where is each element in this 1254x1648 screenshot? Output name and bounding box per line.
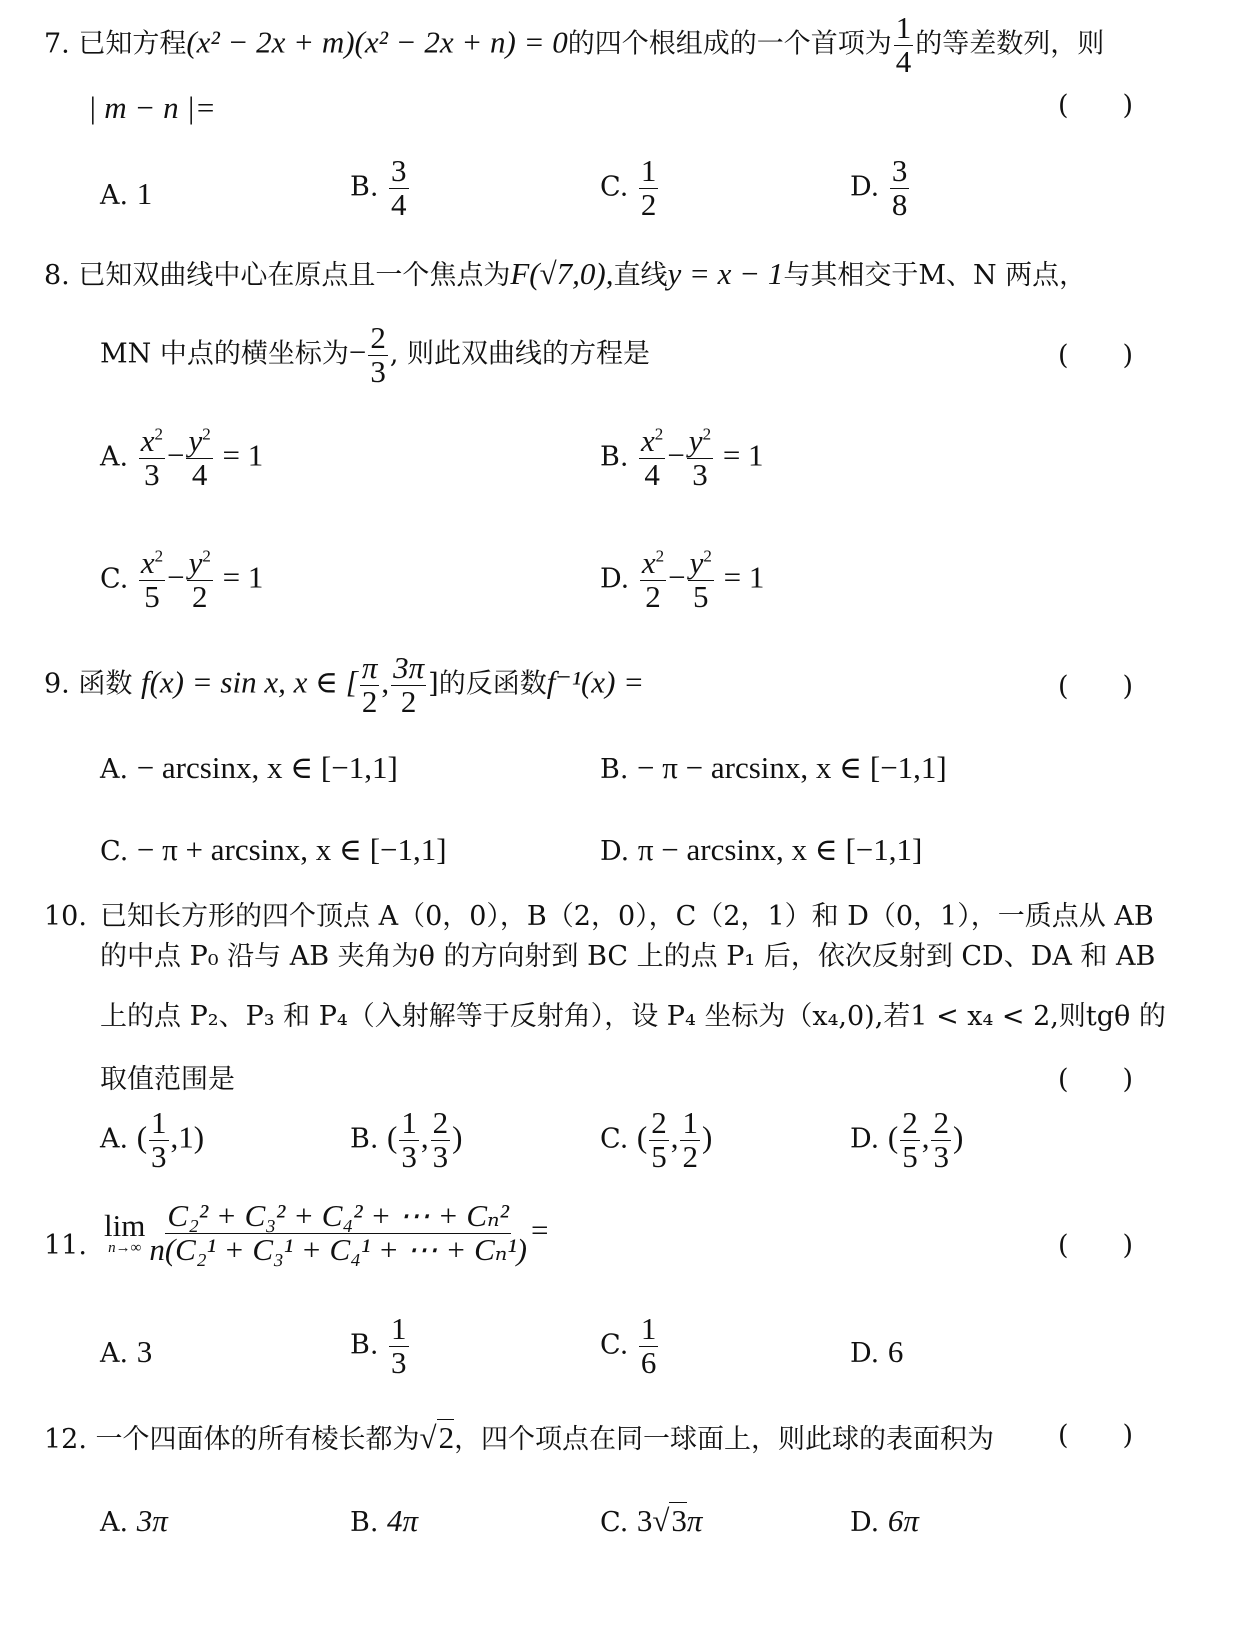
q11-option-b: B. $\frac{1}{3}$ (350, 1311, 407, 1380)
q12-option-b: B. 4π (350, 1503, 419, 1538)
q9-option-a: A. − arcsinx, x ∈ [−1,1] (100, 750, 398, 785)
q12-option-a: A. 3π (100, 1503, 168, 1538)
q11-lim-word: lim (104, 1208, 146, 1244)
q7-option-b: B. $\frac{3}{4}$ (350, 153, 407, 222)
q8-line1 (44, 258, 1086, 289)
q8-stem-mid: 直线 (613, 260, 668, 291)
q7-equation: (x² − 2x + m)(x² − 2x + n) = 0 (186, 24, 568, 60)
q11-option-c: C. $\frac{1}{6}$ (600, 1311, 657, 1380)
q12-edge-length: √2 (419, 1420, 455, 1455)
q7-option-c: C. $\frac{1}{2}$ (600, 153, 657, 222)
q8-answer-blank: ( ) (1058, 340, 1134, 371)
q10-number: 10. (44, 901, 87, 932)
q10-answer-blank: ( ) (1058, 1064, 1134, 1095)
q12-answer-blank: ( ) (1058, 1420, 1134, 1451)
q8-stem-post: 与其相交于M、N 两点， (783, 260, 1087, 291)
q12-number: 12. (44, 1424, 87, 1455)
q8-number: 8. (44, 260, 70, 291)
q7-stem-mid: 的四个根组成的一个首项为 (567, 28, 892, 60)
q7-line1 (44, 12, 1104, 78)
q9-number: 9. (44, 668, 70, 700)
q9-option-d: D. π − arcsinx, x ∈ [−1,1] (600, 832, 923, 867)
q8-option-a: A. $\frac{x^2}{3}$ − $\frac{y^2}{4}$ = 1 (100, 423, 264, 492)
q10-line2: 的中点 P₀ 沿与 AB 夹角为θ 的方向射到 BC 上的点 P₁ 后，依次反射到 CD、DA 和 AB (100, 941, 1156, 972)
q8-line2: MN 中点的横坐标为− $\frac{2}{3}$ , 则此双曲线的方程是 (100, 320, 651, 389)
q7-number: 7. (44, 28, 70, 60)
q12-option-d: D. 6π (850, 1503, 919, 1538)
q8-focus: F(√7,0), (510, 256, 614, 291)
q12-option-c: C. 3√3π (600, 1503, 703, 1538)
q9-function: f(x) = sin x, x ∈ [ (140, 664, 358, 700)
q10-option-a: A. ( $\frac{1}{3}$ ,1) (100, 1105, 205, 1174)
q10-option-c: C. ( $\frac{2}{5}$ , $\frac{1}{2}$ ) (600, 1105, 713, 1174)
q8-line-equation: y = x − 1 (667, 256, 784, 291)
q9-interval-end: $\frac{3\pi}{2}$ (393, 650, 425, 719)
q7-stem-post: 的等差数列，则 (915, 28, 1105, 60)
q7-stem-pre: 已知方程 (78, 28, 187, 60)
q7-option-a: A. 1 (100, 176, 153, 211)
q8-midpoint-fraction: $\frac{2}{3}$ (370, 320, 386, 389)
q11-answer-blank: ( ) (1058, 1230, 1134, 1261)
q9-interval-start: $\frac{\pi}{2}$ (361, 650, 378, 719)
q12-line1: 12. 一个四面体的所有棱长都为√2，四个项点在同一球面上，则此球的表面积为 (44, 1420, 995, 1455)
q11-lim-subscript: n→∞ (108, 1240, 142, 1257)
q9-option-c: C. − π + arcsinx, x ∈ [−1,1] (100, 832, 447, 867)
q10-line4: 取值范围是 (100, 1064, 235, 1095)
q8-option-d: D. $\frac{x^2}{2}$ − $\frac{y^2}{5}$ = 1 (600, 545, 765, 614)
q9-option-b: B. − π − arcsinx, x ∈ [−1,1] (600, 750, 947, 785)
q10-option-d: D. ( $\frac{2}{5}$ , $\frac{2}{3}$ ) (850, 1105, 964, 1174)
q11-number: 11. (44, 1230, 87, 1261)
q7-option-d: D. $\frac{3}{8}$ (850, 153, 908, 222)
q8-stem-pre: 已知双曲线中心在原点且一个焦点为 (78, 260, 511, 291)
q11-option-d: D. 6 (850, 1334, 904, 1369)
q10-option-b: B. ( $\frac{1}{3}$ , $\frac{2}{3}$ ) (350, 1105, 463, 1174)
q11-fraction: $\frac{\text{C₂² + C₃² + C₄² + ⋯ + Cₙ²}}{\text{n(C₂¹ + C₃¹ + C₄¹ + ⋯ + Cₙ¹)}}$ (149, 1198, 527, 1267)
q10-line3: 上的点 P₂、P₃ 和 P₄（入射解等于反射角），设 P₄ 坐标为（x₄,0),若1 < x₄ < 2,则tgθ 的 (100, 1001, 1166, 1032)
q11-limit: lim n→∞ $\frac{\text{C₂² + C₃² + C₄² + ⋯ + Cₙ²}}{\text{n(C₂¹ + C₃¹ + C₄¹ + ⋯ + Cₙ¹)}}$ = (104, 1198, 549, 1267)
q8-option-b: B. $\frac{x^2}{4}$ − $\frac{y^2}{3}$ = 1 (600, 423, 764, 492)
q9-line1: 9. 函数 f(x) = sin x, x ∈ [ $\frac{\pi}{2}$ , $\frac{3\pi}{2}$ ]的反函数f⁻¹(x) = (44, 650, 645, 719)
q10-line1: 已知长方形的四个顶点 A（0，0），B（2，0），C（2，1）和 D（0，1），一质点从 AB (100, 901, 1154, 932)
q9-answer-blank: ( ) (1058, 671, 1134, 702)
q7-first-term-fraction: $\frac{1}{4}$ (895, 10, 912, 79)
q8-option-c: C. $\frac{x^2}{5}$ − $\frac{y^2}{2}$ = 1 (100, 545, 264, 614)
q7-answer-blank: ( ) (1058, 90, 1134, 121)
q7-line2: | m − n |= (88, 90, 216, 125)
q11-option-a: A. 3 (100, 1334, 153, 1369)
q9-inverse: f⁻¹(x) = (546, 664, 645, 700)
